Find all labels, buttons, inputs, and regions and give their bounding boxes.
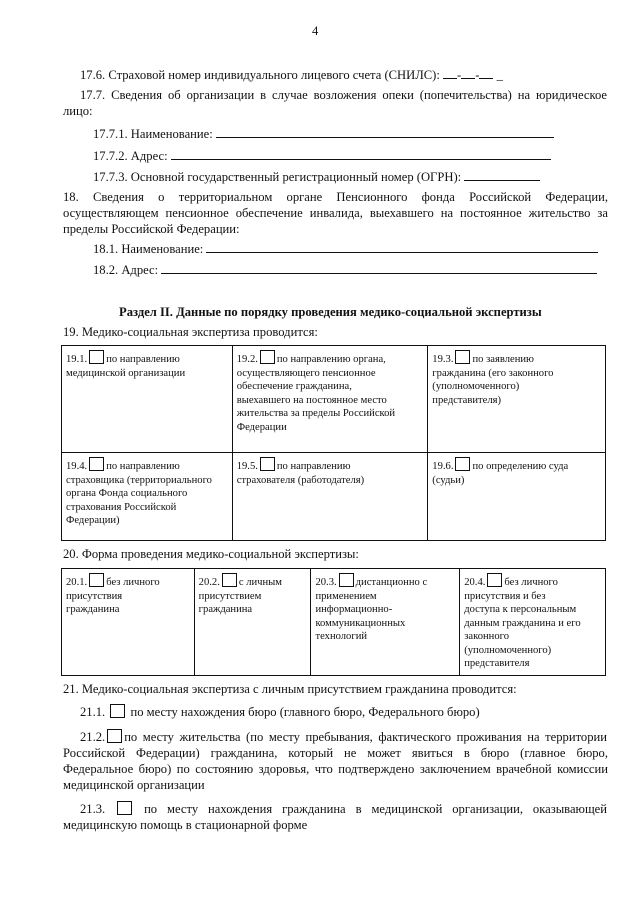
s20-title: 20. Форма проведения медико-социальной экспертизы:	[63, 547, 359, 561]
s19-1-text: медицинской организации	[66, 367, 186, 379]
s19-4-text: страхования Российской	[66, 501, 177, 513]
s20-4-checkbox[interactable]	[487, 573, 502, 587]
s20-4-text: без личного	[504, 577, 558, 588]
s19-2-text: жительства за пределы Российской	[236, 408, 396, 419]
s19-title: 19. Медико-социальная экспертиза проводится:	[63, 325, 318, 339]
s20-2-text: гражданина	[198, 604, 253, 615]
pension-fund-name-label: 18.1. Наименование:	[93, 242, 204, 256]
s20-2-checkbox[interactable]	[222, 573, 237, 587]
guardian-org-address-field[interactable]	[171, 147, 551, 160]
pension-fund-address-label: 18.2. Адрес:	[93, 263, 159, 277]
s20-cell-3	[311, 569, 460, 676]
s20-table	[61, 568, 606, 676]
s21-2-text-cont: медицинской организации	[63, 778, 205, 792]
s21-title: 21. Медико-социальная экспертиза с личным присутствием гражданина проводится:	[63, 682, 517, 696]
s19-5-text: по направлению	[276, 461, 351, 472]
s21-3-row	[80, 801, 607, 818]
s19-1-num: 19.1.	[66, 354, 88, 365]
guardian-org-heading-cont: лицо:	[63, 104, 93, 118]
s19-2-text: по направлению органа,	[276, 354, 386, 365]
s21-1-row	[80, 704, 480, 721]
s19-3-text: (уполномоченного)	[432, 381, 520, 392]
s19-2-text: выехавшего на постоянное место	[236, 394, 387, 406]
s20-1-text: присутствия	[66, 590, 123, 602]
s21-2-text-cont: Федеральное бюро) по состоянию здоровья, что подтверждено заключением врачебной комиссии	[63, 762, 608, 776]
s21-2-num: 21.2.	[80, 730, 106, 744]
pension-fund-heading-cont2: пределы Российской Федерации:	[63, 222, 240, 236]
s19-3-text: представителя)	[432, 394, 502, 406]
s20-cell-4	[460, 569, 606, 676]
s19-cell-3	[428, 346, 606, 453]
s19-6-text: (судьи)	[432, 474, 465, 486]
s19-5-num: 19.5.	[236, 461, 258, 472]
pension-fund-heading: 18. Сведения о территориальном органе Пенсионного фонда Российской Федерации,	[63, 190, 608, 204]
s19-cell-6	[428, 453, 606, 541]
s20-2-text: с личным	[238, 577, 282, 588]
s19-3-text: по заявлению	[472, 354, 534, 365]
snils-field-part-3[interactable]	[479, 66, 493, 79]
s20-3-text: информационно-	[315, 604, 393, 615]
s20-4-text: данным гражданина и его	[464, 617, 581, 629]
s19-1-checkbox[interactable]	[89, 350, 104, 364]
guardian-org-ogrn-field[interactable]	[464, 168, 540, 181]
s21-2-text-cont: Российской Федерации) гражданина, который не может явиться в бюро (главное бюро,	[63, 746, 608, 760]
s19-1-text: по направлению	[106, 354, 180, 365]
s19-2-checkbox[interactable]	[260, 350, 275, 364]
guardian-org-name-row	[93, 125, 554, 143]
s19-3-num: 19.3.	[432, 354, 454, 365]
s20-4-text: (уполномоченного)	[464, 644, 552, 656]
s19-5-checkbox[interactable]	[260, 457, 275, 471]
s20-cell-2	[194, 569, 311, 676]
guardian-org-ogrn-row	[93, 168, 540, 186]
s19-2-text: обеспечение гражданина,	[236, 381, 352, 392]
s21-1-text: по месту нахождения бюро (главного бюро, Федерального бюро)	[130, 705, 480, 719]
s20-2-num: 20.2.	[198, 577, 220, 588]
s19-2-text: осуществляющего пенсионное	[236, 367, 376, 379]
s20-3-checkbox[interactable]	[339, 573, 354, 587]
s20-4-text: законного	[464, 631, 510, 642]
s21-3-text-cont: медицинскую помощь в стационарной форме	[63, 818, 308, 832]
s19-4-checkbox[interactable]	[89, 457, 104, 471]
s20-3-text: применением	[315, 590, 377, 602]
s21-1-num: 21.1.	[80, 705, 106, 719]
s19-cell-1	[62, 346, 233, 453]
s20-1-checkbox[interactable]	[89, 573, 104, 587]
page-number: 4	[312, 24, 319, 38]
pension-fund-name-row	[93, 240, 598, 258]
guardian-org-heading: 17.7. Сведения об организации в случае возложения опеки (попечительства) на юридическое	[80, 88, 607, 102]
s20-4-text: доступа к персональным	[464, 604, 577, 615]
s21-2-checkbox[interactable]	[107, 729, 122, 743]
s21-2-row	[80, 729, 607, 746]
s19-6-text: по определению суда	[472, 461, 569, 472]
s21-3-num: 21.3.	[80, 802, 106, 816]
s19-cell-4	[62, 453, 233, 541]
s20-4-num: 20.4.	[464, 577, 486, 588]
s20-4-text: представителя	[464, 658, 530, 669]
pension-fund-name-field[interactable]	[206, 240, 598, 253]
s21-2-text: по месту жительства (по месту пребывания, фактического проживания на территории	[124, 730, 607, 744]
s19-4-text: по направлению	[106, 461, 180, 472]
s19-2-text: Федерации	[236, 421, 287, 433]
s20-3-text: технологий	[315, 631, 368, 642]
pension-fund-address-field[interactable]	[161, 261, 597, 274]
s19-5-text: страхователя (работодателя)	[236, 474, 365, 486]
s19-table	[61, 345, 606, 541]
guardian-org-name-label: 17.7.1. Наименование:	[93, 127, 213, 141]
s19-3-checkbox[interactable]	[455, 350, 470, 364]
s19-6-num: 19.6.	[432, 461, 454, 472]
pension-fund-address-row	[93, 261, 597, 279]
s19-4-num: 19.4.	[66, 461, 88, 472]
s21-3-checkbox[interactable]	[117, 801, 132, 815]
snils-row: 17.6. Страховой номер индивидуального лицевого счета (СНИЛС): - - _	[80, 68, 503, 82]
guardian-org-ogrn-label: 17.7.3. Основной государственный регистрационный номер (ОГРН):	[93, 170, 462, 184]
s19-3-text: гражданина (его законного	[432, 367, 554, 379]
snils-label: 17.6. Страховой номер индивидуального лицевого счета (СНИЛС):	[80, 68, 440, 82]
s20-3-text: коммуникационных	[315, 617, 406, 629]
s21-3-text: по месту нахождения гражданина в медицинской организации, оказывающей	[144, 802, 607, 816]
s20-2-text: присутствием	[198, 590, 262, 602]
s19-4-text: органа Фонда социального	[66, 488, 188, 499]
s19-cell-5	[232, 453, 428, 541]
s20-1-text: гражданина	[66, 604, 120, 615]
s19-4-text: Федерации)	[66, 515, 120, 526]
s20-3-text: дистанционно с	[355, 577, 428, 588]
s19-6-checkbox[interactable]	[455, 457, 470, 471]
s19-2-num: 19.2.	[236, 354, 258, 365]
snils-field-part-1[interactable]	[443, 66, 457, 79]
s19-cell-2	[232, 346, 428, 453]
s20-4-text: присутствия и без	[464, 590, 546, 602]
guardian-org-name-field[interactable]	[216, 125, 554, 138]
section-2-title: Раздел II. Данные по порядку проведения медико-социальной экспертизы	[119, 305, 542, 319]
s20-1-text: без личного	[106, 577, 160, 588]
pension-fund-heading-cont: осуществляющем пенсионное обеспечение инвалида, выехавшего на постоянное жительство за	[63, 206, 608, 220]
s21-1-checkbox[interactable]	[110, 704, 125, 718]
guardian-org-address-label: 17.7.2. Адрес:	[93, 149, 168, 163]
s20-3-num: 20.3.	[315, 577, 337, 588]
s20-cell-1	[62, 569, 195, 676]
s20-1-num: 20.1.	[66, 577, 88, 588]
guardian-org-address-row	[93, 147, 551, 165]
snils-field-part-2[interactable]	[461, 66, 475, 79]
s19-4-text: страховщика (территориального	[66, 474, 212, 486]
snils-field-part-4[interactable]: _	[496, 68, 503, 82]
